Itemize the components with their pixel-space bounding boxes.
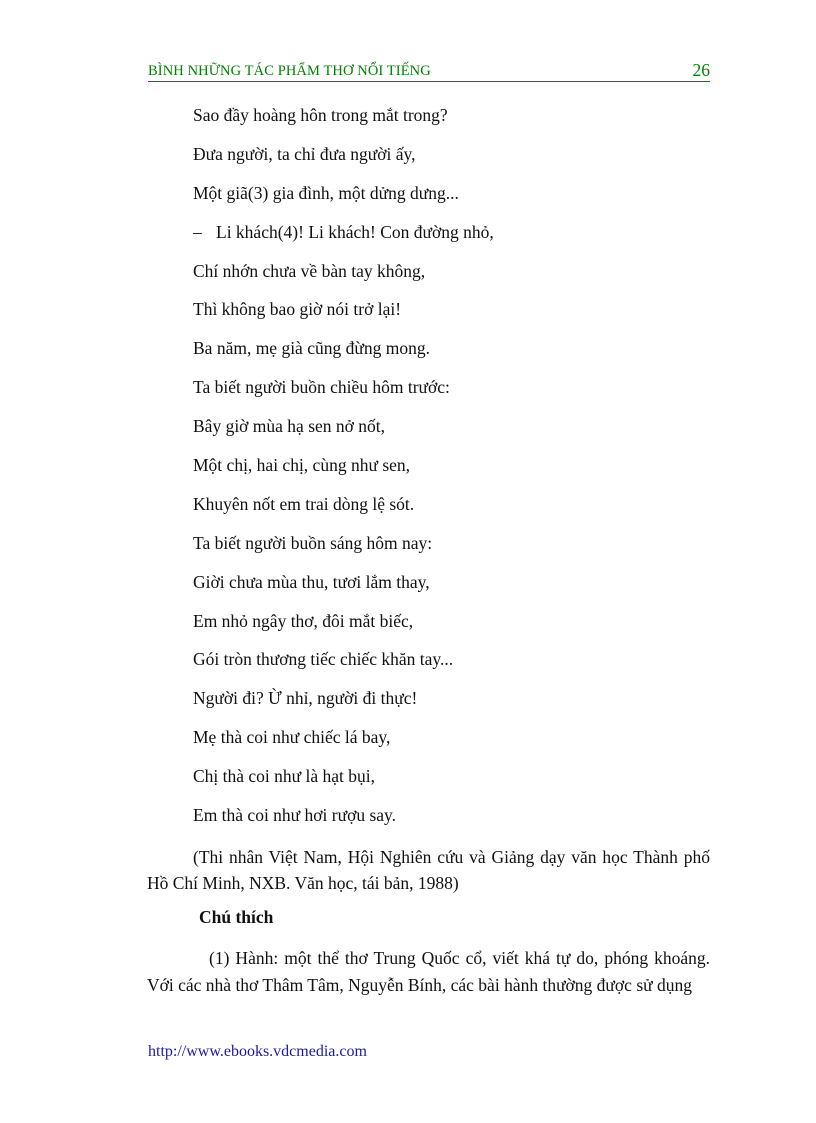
poem-line: Sao đầy hoàng hôn trong mắt trong? [193, 105, 448, 125]
poem-line: Khuyên nốt em trai dòng lệ sót. [193, 493, 415, 514]
poem-line: Bây giờ mùa hạ sen nở nốt, [193, 416, 386, 437]
poem-line: Người đi? Ừ nhỉ, người đi thực! [193, 688, 418, 709]
poem-line-text: Li khách(4)! Li khách! Con đường nhỏ, [216, 221, 494, 242]
book-title: BÌNH NHỮNG TÁC PHẨM THƠ NỔI TIẾNG [148, 63, 431, 79]
poem-line: Giời chưa mùa thu, tươi lắm thay, [193, 571, 430, 592]
poem-line: Em nhỏ ngây thơ, đôi mắt biếc, [193, 610, 414, 631]
poem-line: Một giã(3) gia đình, một dửng dưng... [193, 182, 459, 203]
poem-line: Một chị, hai chị, cùng như sen, [193, 455, 411, 476]
poem [193, 102, 494, 841]
poem-line: Đưa người, ta chỉ đưa người ấy, [193, 143, 416, 164]
footer-link[interactable]: http://www.ebooks.vdcmedia.com [148, 1043, 367, 1060]
poem-line: Ba năm, mẹ già cũng đừng mong. [193, 338, 430, 359]
poem-line: Chị thà coi như là hạt bụi, [193, 766, 376, 787]
poem-line: Chí nhớn chưa về bàn tay không, [193, 260, 426, 281]
dash-mark: – [193, 221, 202, 242]
source-citation: (Thi nhân Việt Nam, Hội Nghiên cứu và Giảng dạy văn học Thành phố Hồ Chí Minh, NXB. Văn học, tái bản, 1988) [147, 847, 710, 893]
poem-line: Ta biết người buồn sáng hôm nay: [193, 532, 433, 553]
page-number: 26 [692, 60, 710, 80]
note-paragraph: (1) Hành: một thể thơ Trung Quốc cổ, viết khá tự do, phóng khoáng. Với các nhà thơ Thâm Tâm, Nguyễn Bính, các bài hành thường được sử dụng [147, 948, 710, 995]
poem-line: Em thà coi như hơi rượu say. [193, 805, 397, 826]
poem-line: Gói tròn thương tiếc chiếc khăn tay... [193, 649, 454, 670]
poem-line: Mẹ thà coi như chiếc lá bay, [193, 727, 391, 748]
poem-line: Ta biết người buồn chiều hôm trước: [193, 377, 450, 398]
running-header [148, 61, 710, 82]
poem-line: Thì không bao giờ nói trở lại! [193, 299, 402, 320]
poem-line-dialogue [193, 219, 494, 258]
notes-heading: Chú thích [199, 907, 274, 927]
